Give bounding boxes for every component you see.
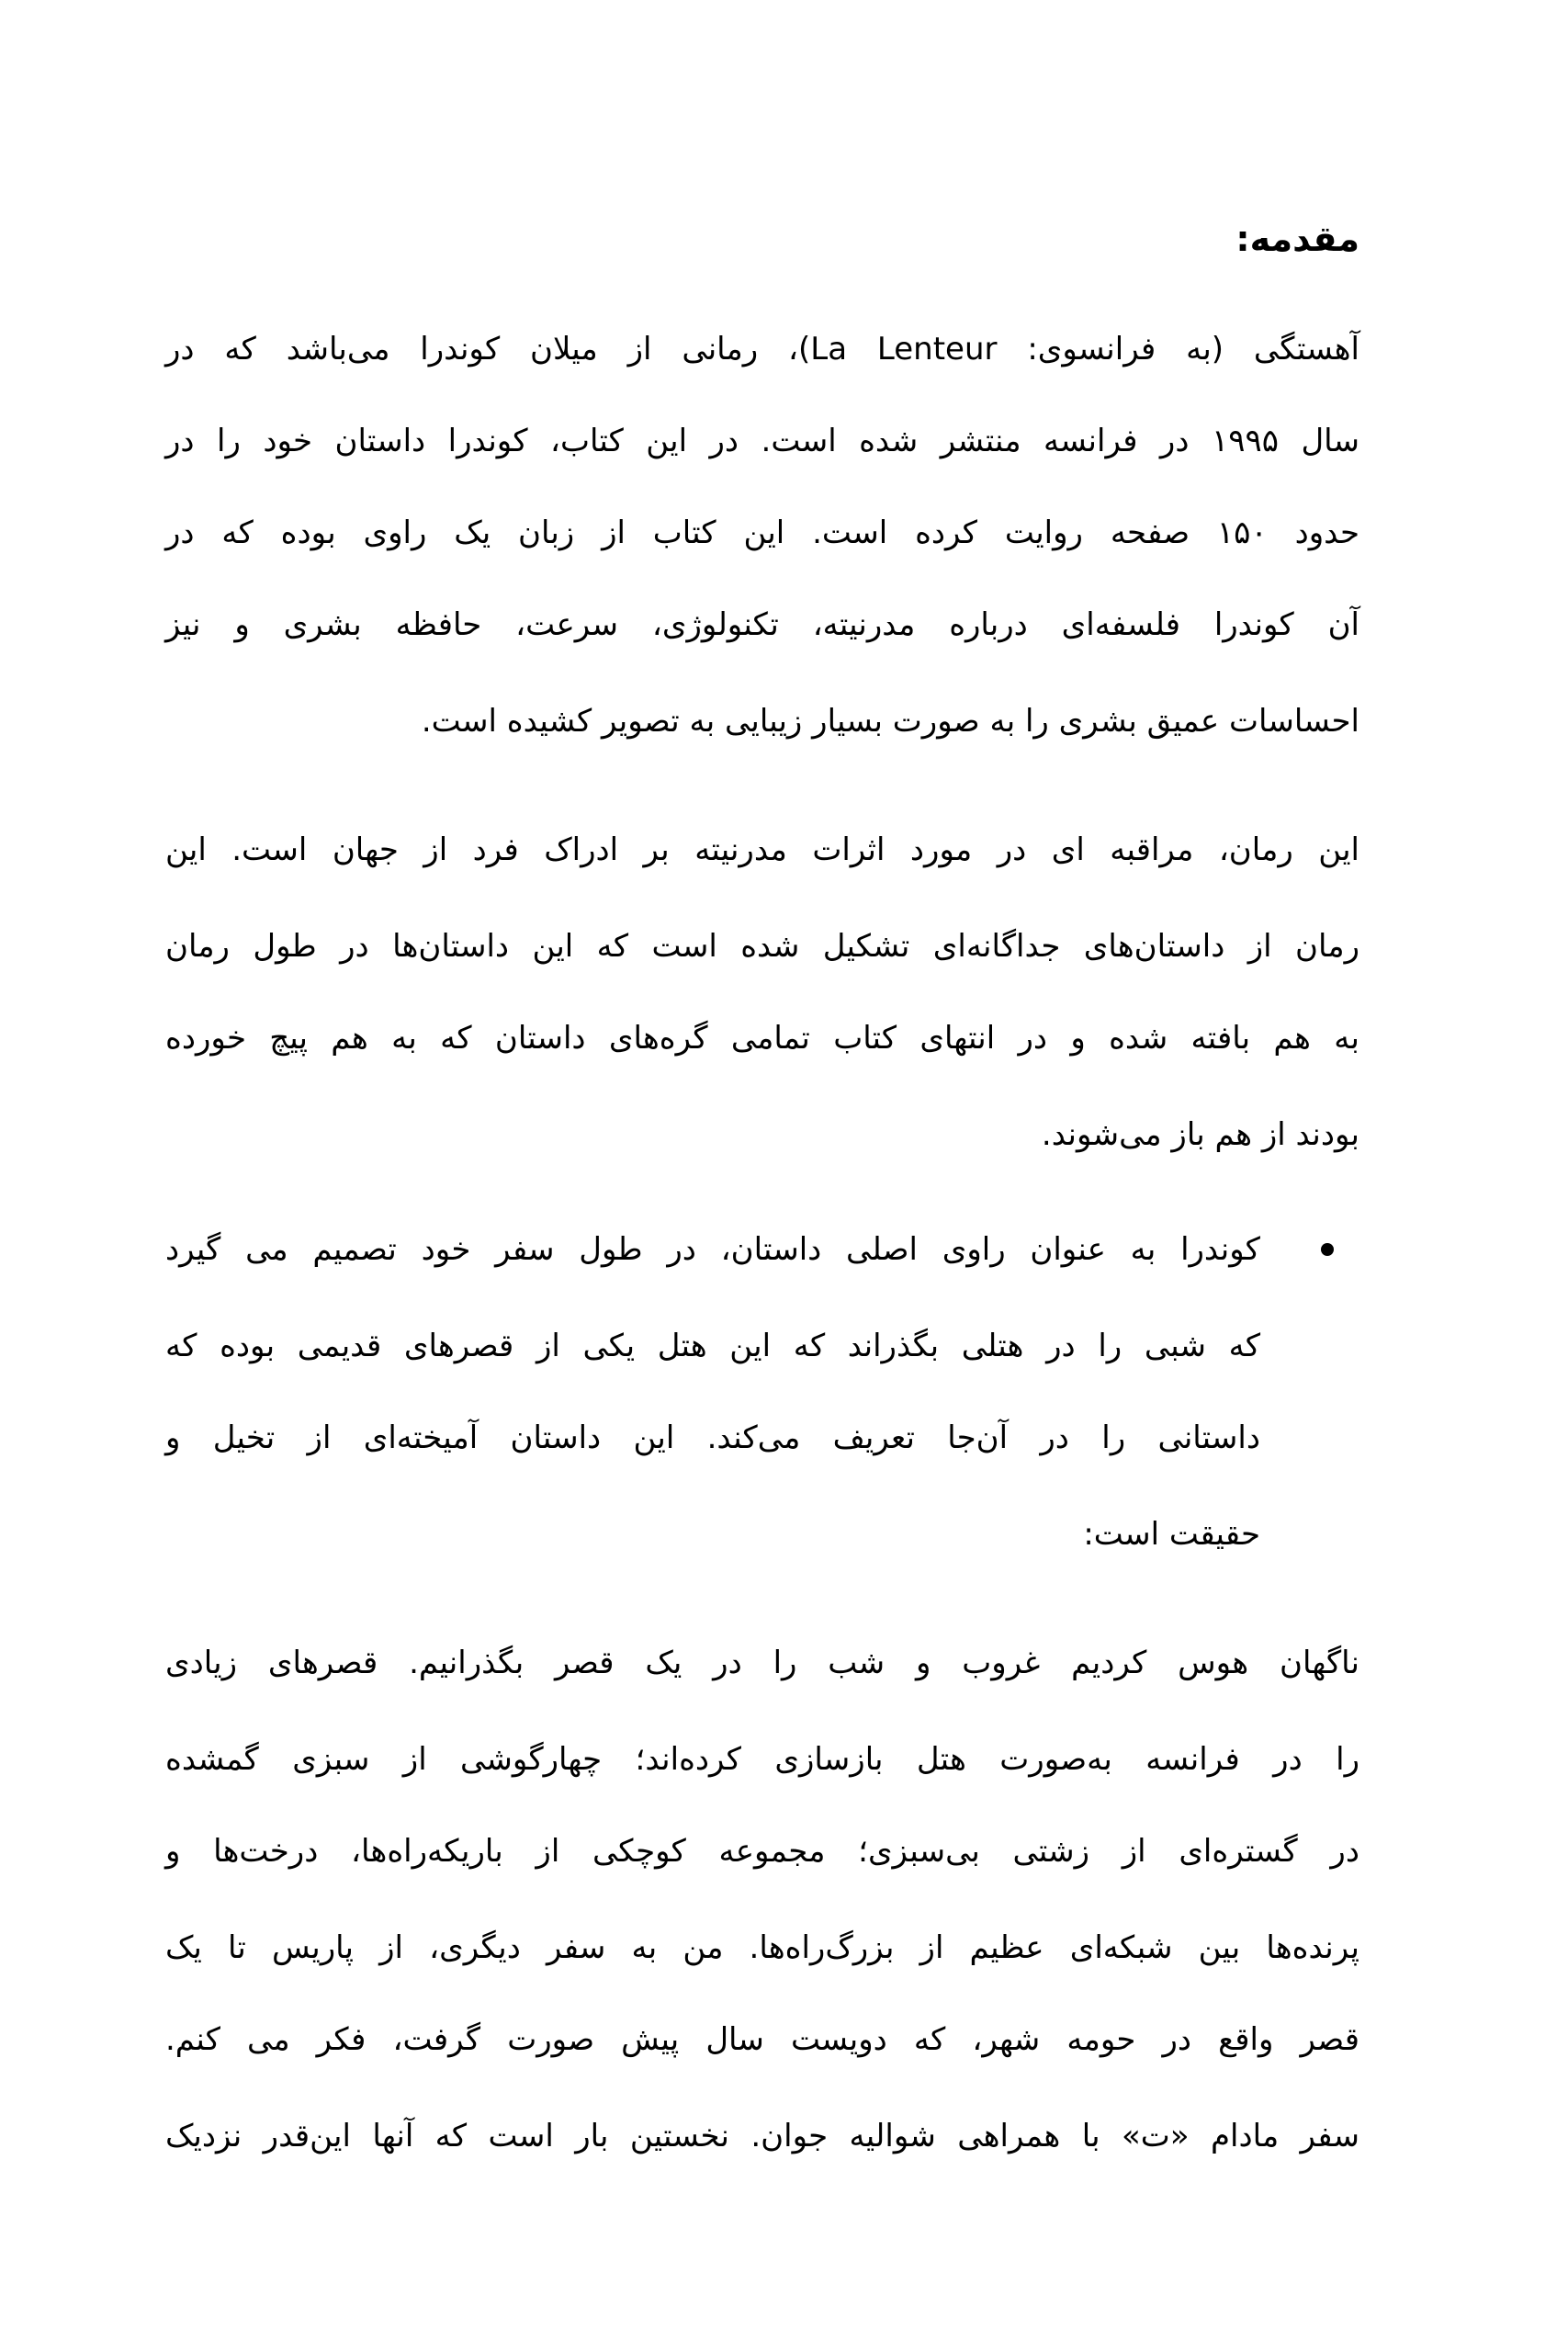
bullet-icon	[1321, 1243, 1334, 1256]
bullet-line: که شبی را در هتلی بگذراند که این هتل یکی از قصرهای قدیمی بوده که	[165, 1328, 1260, 1364]
paragraph-line: سفر مادام «ت» با همراهی شوالیه جوان. نخستین بار است که آنها این‌قدر نزدیک	[165, 2118, 1359, 2154]
paragraph-line: رمان از داستان‌های جداگانه‌ای تشکیل شده است که این داستان‌ها در طول رمان	[165, 928, 1359, 965]
bullet-line: کوندرا به عنوان راوی اصلی داستان، در طول سفر خود تصمیم می گیرد	[165, 1231, 1260, 1268]
section-heading: مقدمه:	[1235, 219, 1359, 259]
paragraph-line: بودند از هم باز می‌شوند.	[1041, 1116, 1359, 1153]
paragraph-line: را در فرانسه به‌صورت هتل بازسازی کرده‌اند؛ چهارگوشی از سبزی گمشده	[165, 1741, 1359, 1778]
text-segment: )، رمانی از میلان کوندرا می‌باشد که در	[165, 331, 811, 368]
paragraph-line: احساسات عمیق بشری را به صورت بسیار زیبایی به تصویر کشیده است.	[421, 703, 1359, 740]
paragraph-line: ناگهان هوس کردیم غروب و شب را در یک قصر بگذرانیم. قصرهای زیادی	[165, 1645, 1359, 1681]
bullet-line: حقیقت است:	[1083, 1516, 1260, 1553]
paragraph-line: در گستره‌ای از زشتی بی‌سبزی؛ مجموعه کوچکی از باریکه‌راه‌ها، درخت‌ها و	[165, 1833, 1359, 1870]
paragraph-line: آن کوندرا فلسفه‌ای درباره مدرنیته، تکنولوژی، سرعت، حافظه بشری و نیز	[165, 606, 1359, 643]
paragraph-line	[165, 317, 1359, 381]
text-segment: آهستگی (به فرانسوی:	[997, 331, 1359, 368]
document-page	[165, 0, 1359, 2352]
paragraph-line: به هم بافته شده و در انتهای کتاب تمامی گره‌های داستان که به هم پیچ خورده	[165, 1020, 1359, 1057]
paragraph-line: سال ۱۹۹۵ در فرانسه منتشر شده است. در این کتاب، کوندرا داستان خود را در	[165, 423, 1360, 459]
latin-title: La Lenteur	[810, 331, 998, 368]
paragraph-line: حدود ۱۵۰ صفحه روایت کرده است. این کتاب از زبان یک راوی بوده که در	[165, 514, 1359, 551]
paragraph-line: پرنده‌ها بین شبکه‌ای عظیم از بزرگ‌راه‌ها. من به سفر دیگری، از پاریس تا یک	[165, 1929, 1359, 1966]
paragraph-line: قصر واقع در حومه شهر، که دویست سال پیش صورت گرفت، فکر می کنم.	[165, 2021, 1359, 2058]
bullet-line: داستانی را در آن‌جا تعریف می‌کند. این داستان آمیخته‌ای از تخیل و	[165, 1419, 1260, 1456]
paragraph-line: این رمان، مراقبه ای در مورد اثرات مدرنیته بر ادراک فرد از جهان است. این	[165, 831, 1359, 868]
